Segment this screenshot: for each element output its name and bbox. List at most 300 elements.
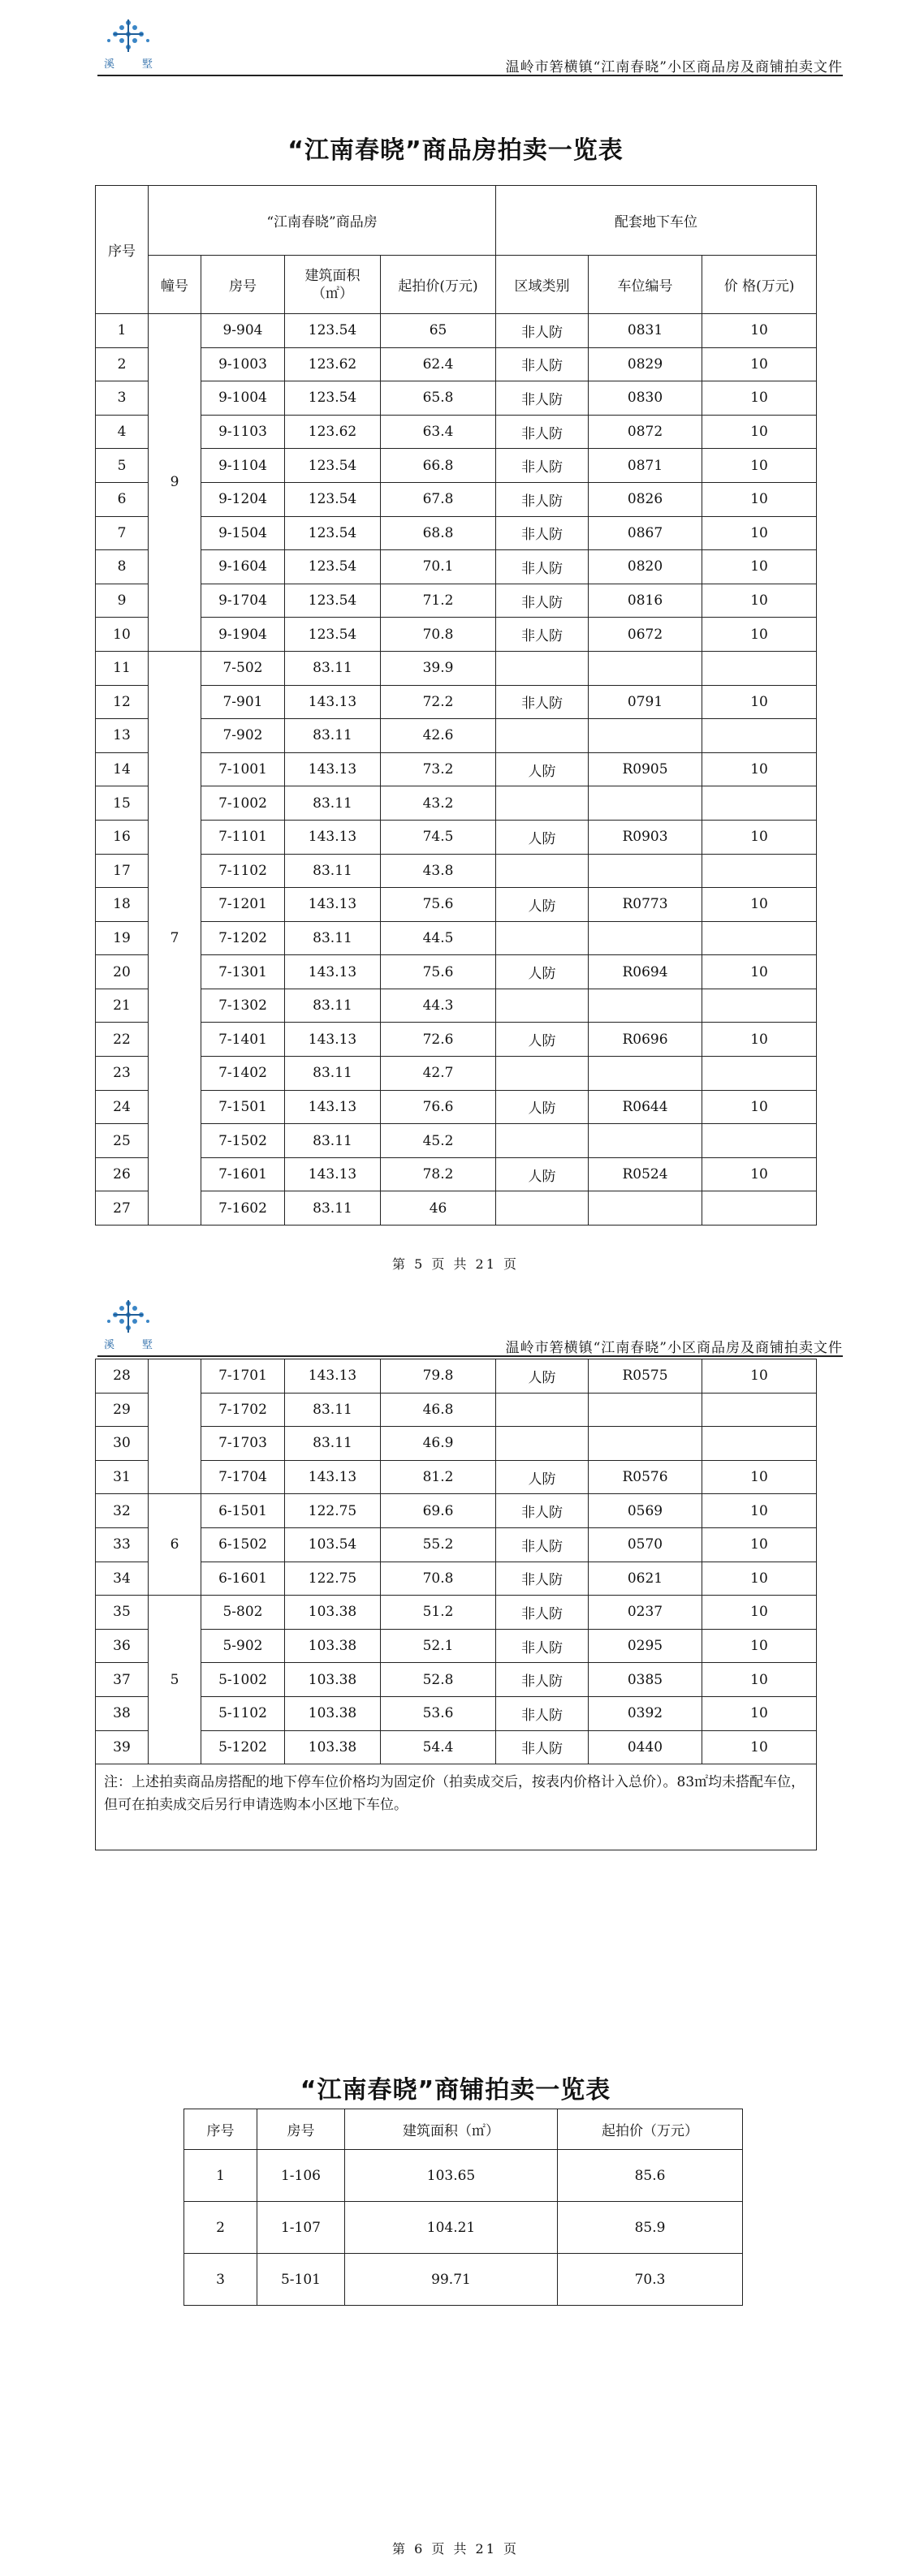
seq-cell: 3: [96, 381, 149, 416]
room-cell: 7-1601: [201, 1157, 285, 1191]
table-row: [96, 1427, 817, 1461]
room-cell: 9-1604: [201, 550, 285, 584]
table-row: [96, 752, 817, 786]
housing-auction-table-continued: [95, 1359, 817, 1850]
space-no-cell: [589, 921, 702, 955]
seq-cell: 18: [96, 888, 149, 922]
price-cell: 10: [702, 1527, 817, 1562]
space-no-cell: 0829: [589, 347, 702, 381]
table-row: [96, 820, 817, 854]
area-cell: 123.54: [285, 381, 381, 416]
area-cell: 143.13: [285, 1023, 381, 1057]
zone-cell: 非人防: [496, 584, 589, 618]
table-row: [96, 1090, 817, 1124]
price-cell: 10: [702, 415, 817, 449]
room-cell: 9-1904: [201, 618, 285, 652]
header-divider: [97, 1355, 843, 1357]
start-price-cell: 75.6: [381, 955, 496, 989]
table-row: [96, 1562, 817, 1596]
company-logo: [104, 18, 153, 71]
zone-cell: 人防: [496, 1023, 589, 1057]
room-cell: 9-1103: [201, 415, 285, 449]
table-row: [96, 1057, 817, 1091]
table-note: 注：上述拍卖商品房搭配的地下停车位价格均为固定价（拍卖成交后，按表内价格计入总价）。83㎡均未搭配车位，但可在拍卖成交后另行申请选购本小区地下车位。: [96, 1764, 817, 1850]
building-cell: 5: [149, 1596, 201, 1764]
table-row: [96, 786, 817, 821]
zone-cell: 非人防: [496, 415, 589, 449]
logo-mark-icon: [104, 18, 153, 55]
table-row: [184, 2150, 743, 2202]
shop-seq-cell: 1: [184, 2150, 257, 2202]
space-no-cell: 0816: [589, 584, 702, 618]
zone-cell: [496, 651, 589, 685]
room-cell: 7-1001: [201, 752, 285, 786]
area-cell: 122.75: [285, 1562, 381, 1596]
start-price-cell: 70.1: [381, 550, 496, 584]
table-row: [96, 314, 817, 348]
start-price-cell: 72.2: [381, 685, 496, 719]
table-row: [184, 2202, 743, 2254]
room-cell: 9-1004: [201, 381, 285, 416]
housing-auction-table: [95, 185, 817, 1226]
start-price-cell: 52.1: [381, 1629, 496, 1663]
zone-cell: 非人防: [496, 618, 589, 652]
space-no-cell: 0672: [589, 618, 702, 652]
space-no-cell: 0826: [589, 482, 702, 516]
price-cell: 10: [702, 955, 817, 989]
zone-cell: 非人防: [496, 1596, 589, 1630]
price-cell: 10: [702, 381, 817, 416]
table-row: [96, 381, 817, 416]
room-cell: 6-1601: [201, 1562, 285, 1596]
price-cell: 10: [702, 1696, 817, 1730]
area-cell: 123.54: [285, 584, 381, 618]
logo-left-char: 溪: [104, 58, 115, 71]
area-cell: 83.11: [285, 854, 381, 888]
space-no-cell: 0570: [589, 1527, 702, 1562]
area-cell: 83.11: [285, 1427, 381, 1461]
table-row: [96, 550, 817, 584]
header-space-no: 车位编号: [589, 256, 702, 314]
page-6: [0, 1290, 911, 2576]
area-cell: 83.11: [285, 1124, 381, 1158]
zone-cell: [496, 719, 589, 753]
room-cell: 7-1501: [201, 1090, 285, 1124]
room-cell: 5-802: [201, 1596, 285, 1630]
room-cell: 7-1701: [201, 1359, 285, 1394]
header-title: 温岭市箬横镇“江南春晓”小区商品房及商铺拍卖文件: [505, 1340, 843, 1356]
seq-cell: 12: [96, 685, 149, 719]
shop-seq-cell: 2: [184, 2202, 257, 2254]
zone-cell: 人防: [496, 888, 589, 922]
area-cell: 83.11: [285, 719, 381, 753]
table-row: [96, 888, 817, 922]
start-price-cell: 81.2: [381, 1460, 496, 1494]
space-no-cell: [589, 989, 702, 1023]
room-cell: 9-1704: [201, 584, 285, 618]
price-cell: 10: [702, 1157, 817, 1191]
area-cell: 143.13: [285, 685, 381, 719]
seq-cell: 39: [96, 1730, 149, 1764]
table-row: [96, 516, 817, 550]
price-cell: [702, 1057, 817, 1091]
start-price-cell: 42.6: [381, 719, 496, 753]
shop-start-price-cell: 85.6: [558, 2150, 743, 2202]
seq-cell: 27: [96, 1191, 149, 1226]
start-price-cell: 76.6: [381, 1090, 496, 1124]
table-row: [96, 584, 817, 618]
table-row: [96, 651, 817, 685]
space-no-cell: 0237: [589, 1596, 702, 1630]
space-no-cell: R0575: [589, 1359, 702, 1394]
table-row: [96, 1596, 817, 1630]
room-cell: 7-1002: [201, 786, 285, 821]
housing-table-title: “江南春晓”商品房拍卖一览表: [287, 136, 624, 165]
building-cell: 7: [149, 651, 201, 1225]
start-price-cell: 46.8: [381, 1393, 496, 1427]
space-no-cell: R0694: [589, 955, 702, 989]
price-cell: [702, 651, 817, 685]
start-price-cell: 69.6: [381, 1494, 496, 1528]
area-cell: 123.54: [285, 550, 381, 584]
space-no-cell: R0524: [589, 1157, 702, 1191]
start-price-cell: 45.2: [381, 1124, 496, 1158]
price-cell: 10: [702, 1730, 817, 1764]
seq-cell: 30: [96, 1427, 149, 1461]
start-price-cell: 55.2: [381, 1527, 496, 1562]
price-cell: [702, 989, 817, 1023]
table-row: [96, 921, 817, 955]
zone-cell: 非人防: [496, 685, 589, 719]
zone-cell: [496, 1191, 589, 1226]
table-row: [96, 1460, 817, 1494]
room-cell: 9-1204: [201, 482, 285, 516]
seq-cell: 17: [96, 854, 149, 888]
space-no-cell: [589, 651, 702, 685]
table-row: [96, 1124, 817, 1158]
start-price-cell: 70.8: [381, 1562, 496, 1596]
price-cell: 10: [702, 820, 817, 854]
area-cell: 143.13: [285, 820, 381, 854]
area-cell: 103.54: [285, 1527, 381, 1562]
area-cell: 103.38: [285, 1663, 381, 1697]
seq-cell: 15: [96, 786, 149, 821]
page-footer: 第 6 页 共 21 页: [392, 2541, 519, 2557]
seq-cell: 28: [96, 1359, 149, 1394]
table-row: [96, 685, 817, 719]
zone-cell: 非人防: [496, 347, 589, 381]
start-price-cell: 73.2: [381, 752, 496, 786]
seq-cell: 37: [96, 1663, 149, 1697]
seq-cell: 35: [96, 1596, 149, 1630]
area-cell: 83.11: [285, 1191, 381, 1226]
start-price-cell: 65: [381, 314, 496, 348]
price-cell: 10: [702, 1359, 817, 1394]
room-cell: 9-1504: [201, 516, 285, 550]
shop-room-cell: 1-106: [257, 2150, 345, 2202]
start-price-cell: 44.3: [381, 989, 496, 1023]
area-cell: 143.13: [285, 888, 381, 922]
area-cell: 122.75: [285, 1494, 381, 1528]
seq-cell: 14: [96, 752, 149, 786]
start-price-cell: 72.6: [381, 1023, 496, 1057]
area-cell: 83.11: [285, 989, 381, 1023]
table-row: [96, 1494, 817, 1528]
zone-cell: 人防: [496, 1157, 589, 1191]
shop-header-area: 建筑面积（㎡）: [345, 2109, 558, 2150]
room-cell: 5-1102: [201, 1696, 285, 1730]
start-price-cell: 46: [381, 1191, 496, 1226]
price-cell: 10: [702, 1460, 817, 1494]
room-cell: 7-502: [201, 651, 285, 685]
space-no-cell: [589, 786, 702, 821]
table-row: [96, 347, 817, 381]
area-cell: 103.38: [285, 1629, 381, 1663]
zone-cell: 非人防: [496, 1527, 589, 1562]
room-cell: 7-1102: [201, 854, 285, 888]
start-price-cell: 79.8: [381, 1359, 496, 1394]
seq-cell: 2: [96, 347, 149, 381]
zone-cell: 非人防: [496, 1696, 589, 1730]
area-cell: 143.13: [285, 1460, 381, 1494]
building-cell: 9: [149, 314, 201, 652]
space-no-cell: [589, 1191, 702, 1226]
table-row: [96, 1157, 817, 1191]
zone-cell: 非人防: [496, 449, 589, 483]
start-price-cell: 42.7: [381, 1057, 496, 1091]
zone-cell: [496, 854, 589, 888]
seq-cell: 24: [96, 1090, 149, 1124]
space-no-cell: 0569: [589, 1494, 702, 1528]
header-parking-group: 配套地下车位: [496, 186, 817, 256]
seq-cell: 21: [96, 989, 149, 1023]
page-footer: 第 5 页 共 21 页: [392, 1256, 519, 1272]
shop-seq-cell: 3: [184, 2254, 257, 2306]
seq-cell: 20: [96, 955, 149, 989]
room-cell: 7-1702: [201, 1393, 285, 1427]
price-cell: 10: [702, 1494, 817, 1528]
room-cell: 7-1301: [201, 955, 285, 989]
zone-cell: 非人防: [496, 381, 589, 416]
seq-cell: 11: [96, 651, 149, 685]
zone-cell: 非人防: [496, 482, 589, 516]
area-cell: 123.62: [285, 347, 381, 381]
zone-cell: [496, 921, 589, 955]
area-cell: 103.38: [285, 1696, 381, 1730]
price-cell: 10: [702, 550, 817, 584]
start-price-cell: 46.9: [381, 1427, 496, 1461]
header-housing-group: “江南春晓”商品房: [149, 186, 496, 256]
price-cell: 10: [702, 685, 817, 719]
price-cell: 10: [702, 1090, 817, 1124]
seq-cell: 36: [96, 1629, 149, 1663]
start-price-cell: 71.2: [381, 584, 496, 618]
area-cell: 123.54: [285, 449, 381, 483]
shop-room-cell: 1-107: [257, 2202, 345, 2254]
table-row: [96, 1393, 817, 1427]
table-row: [96, 854, 817, 888]
seq-cell: 31: [96, 1460, 149, 1494]
seq-cell: 9: [96, 584, 149, 618]
area-cell: 143.13: [285, 1157, 381, 1191]
start-price-cell: 54.4: [381, 1730, 496, 1764]
start-price-cell: 43.8: [381, 854, 496, 888]
table-row: [96, 618, 817, 652]
area-cell: 123.54: [285, 482, 381, 516]
seq-cell: 38: [96, 1696, 149, 1730]
shop-area-cell: 104.21: [345, 2202, 558, 2254]
price-cell: 10: [702, 314, 817, 348]
price-cell: [702, 1427, 817, 1461]
area-cell: 123.54: [285, 516, 381, 550]
start-price-cell: 78.2: [381, 1157, 496, 1191]
price-cell: [702, 786, 817, 821]
zone-cell: 人防: [496, 1359, 589, 1394]
shop-table-title: “江南春晓”商铺拍卖一览表: [300, 2076, 611, 2104]
space-no-cell: 0831: [589, 314, 702, 348]
table-row: [96, 1629, 817, 1663]
room-cell: 7-1202: [201, 921, 285, 955]
zone-cell: 非人防: [496, 1562, 589, 1596]
start-price-cell: 75.6: [381, 888, 496, 922]
price-cell: 10: [702, 752, 817, 786]
area-cell: 123.62: [285, 415, 381, 449]
zone-cell: 非人防: [496, 1730, 589, 1764]
space-no-cell: 0871: [589, 449, 702, 483]
start-price-cell: 66.8: [381, 449, 496, 483]
shop-header-seq: 序号: [184, 2109, 257, 2150]
room-cell: 7-1302: [201, 989, 285, 1023]
header-start-price: 起拍价(万元): [381, 256, 496, 314]
shop-area-cell: 99.71: [345, 2254, 558, 2306]
start-price-cell: 43.2: [381, 786, 496, 821]
seq-cell: 16: [96, 820, 149, 854]
room-cell: 7-902: [201, 719, 285, 753]
room-cell: 7-1201: [201, 888, 285, 922]
zone-cell: 人防: [496, 1090, 589, 1124]
space-no-cell: [589, 1124, 702, 1158]
start-price-cell: 39.9: [381, 651, 496, 685]
seq-cell: 4: [96, 415, 149, 449]
header-title: 温岭市箬横镇“江南春晓”小区商品房及商铺拍卖文件: [505, 59, 843, 75]
zone-cell: [496, 1057, 589, 1091]
area-cell: 83.11: [285, 1393, 381, 1427]
zone-cell: [496, 1427, 589, 1461]
table-row: [96, 415, 817, 449]
seq-cell: 10: [96, 618, 149, 652]
zone-cell: 人防: [496, 820, 589, 854]
price-cell: 10: [702, 1562, 817, 1596]
table-row: [96, 719, 817, 753]
room-cell: 7-1101: [201, 820, 285, 854]
seq-cell: 34: [96, 1562, 149, 1596]
table-row: [96, 989, 817, 1023]
zone-cell: [496, 1393, 589, 1427]
seq-cell: 29: [96, 1393, 149, 1427]
start-price-cell: 44.5: [381, 921, 496, 955]
table-row: [96, 1527, 817, 1562]
seq-cell: 7: [96, 516, 149, 550]
shop-header-room: 房号: [257, 2109, 345, 2150]
start-price-cell: 70.8: [381, 618, 496, 652]
room-cell: 9-1104: [201, 449, 285, 483]
seq-cell: 33: [96, 1527, 149, 1562]
start-price-cell: 53.6: [381, 1696, 496, 1730]
seq-cell: 13: [96, 719, 149, 753]
room-cell: 7-1602: [201, 1191, 285, 1226]
space-no-cell: [589, 719, 702, 753]
price-cell: [702, 1191, 817, 1226]
space-no-cell: 0830: [589, 381, 702, 416]
building-cell: 6: [149, 1494, 201, 1596]
area-cell: 143.13: [285, 955, 381, 989]
seq-cell: 25: [96, 1124, 149, 1158]
price-cell: 10: [702, 516, 817, 550]
space-no-cell: [589, 1427, 702, 1461]
zone-cell: [496, 786, 589, 821]
header-zone: 区域类别: [496, 256, 589, 314]
price-cell: [702, 1393, 817, 1427]
room-cell: 7-1402: [201, 1057, 285, 1091]
price-cell: [702, 854, 817, 888]
room-cell: 9-904: [201, 314, 285, 348]
start-price-cell: 63.4: [381, 415, 496, 449]
table-row: [96, 449, 817, 483]
seq-cell: 1: [96, 314, 149, 348]
space-no-cell: 0791: [589, 685, 702, 719]
zone-cell: 非人防: [496, 1494, 589, 1528]
building-cell: [149, 1359, 201, 1494]
space-no-cell: [589, 1393, 702, 1427]
price-cell: 10: [702, 1023, 817, 1057]
seq-cell: 32: [96, 1494, 149, 1528]
header-seq: 序号: [96, 186, 149, 314]
header-area: 建筑面积（㎡）: [285, 256, 381, 314]
price-cell: 10: [702, 449, 817, 483]
table-row: [184, 2254, 743, 2306]
room-cell: 6-1502: [201, 1527, 285, 1562]
zone-cell: [496, 989, 589, 1023]
area-cell: 143.13: [285, 1359, 381, 1394]
price-cell: 10: [702, 347, 817, 381]
space-no-cell: 0392: [589, 1696, 702, 1730]
room-cell: 6-1501: [201, 1494, 285, 1528]
price-cell: 10: [702, 482, 817, 516]
space-no-cell: R0644: [589, 1090, 702, 1124]
room-cell: 5-1202: [201, 1730, 285, 1764]
start-price-cell: 51.2: [381, 1596, 496, 1630]
start-price-cell: 62.4: [381, 347, 496, 381]
room-cell: 7-1703: [201, 1427, 285, 1461]
start-price-cell: 52.8: [381, 1663, 496, 1697]
area-cell: 143.13: [285, 1090, 381, 1124]
room-cell: 7-1502: [201, 1124, 285, 1158]
start-price-cell: 65.8: [381, 381, 496, 416]
space-no-cell: 0872: [589, 415, 702, 449]
price-cell: [702, 921, 817, 955]
table-row: [96, 955, 817, 989]
zone-cell: 人防: [496, 1460, 589, 1494]
price-cell: 10: [702, 1663, 817, 1697]
area-cell: 143.13: [285, 752, 381, 786]
space-no-cell: R0696: [589, 1023, 702, 1057]
area-cell: 83.11: [285, 1057, 381, 1091]
logo-right-char: 墅: [141, 1339, 153, 1351]
logo-right-char: 墅: [141, 58, 153, 71]
zone-cell: [496, 1124, 589, 1158]
space-no-cell: 0440: [589, 1730, 702, 1764]
logo-left-char: 溪: [104, 1339, 115, 1351]
